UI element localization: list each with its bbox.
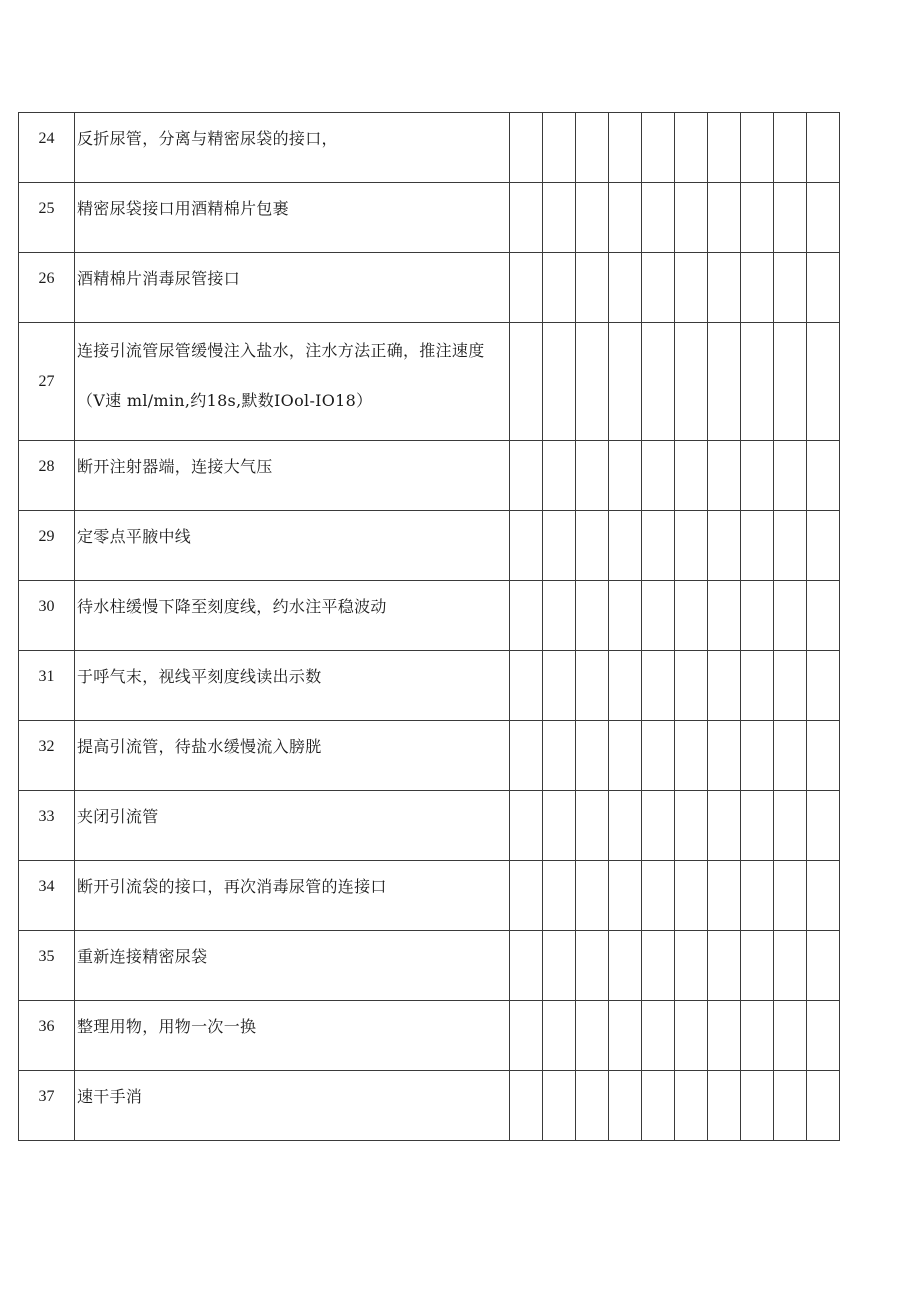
score-cell[interactable]: [609, 323, 642, 441]
score-cell[interactable]: [741, 861, 774, 931]
score-cell[interactable]: [774, 323, 807, 441]
score-cell[interactable]: [708, 1071, 741, 1141]
step-number: 28: [19, 441, 75, 511]
score-cell[interactable]: [807, 861, 840, 931]
score-cell[interactable]: [543, 441, 576, 511]
score-cell[interactable]: [510, 721, 543, 791]
score-cell[interactable]: [675, 511, 708, 581]
score-cell[interactable]: [576, 721, 609, 791]
step-number: 34: [19, 861, 75, 931]
table-row: [19, 931, 840, 1001]
score-cell[interactable]: [510, 441, 543, 511]
score-cell[interactable]: [576, 931, 609, 1001]
step-number: 31: [19, 651, 75, 721]
score-cell[interactable]: [807, 253, 840, 323]
score-cell[interactable]: [543, 253, 576, 323]
score-cell[interactable]: [708, 721, 741, 791]
score-cell[interactable]: [510, 323, 543, 441]
step-number: 30: [19, 581, 75, 651]
table-row: [19, 253, 840, 323]
score-cell[interactable]: [642, 721, 675, 791]
score-cell[interactable]: [741, 721, 774, 791]
score-cell[interactable]: [675, 1071, 708, 1141]
score-cell[interactable]: [609, 1071, 642, 1141]
score-cell[interactable]: [774, 441, 807, 511]
score-cell[interactable]: [642, 581, 675, 651]
step-description: 酒精棉片消毒尿管接口: [75, 253, 510, 323]
step-number: 37: [19, 1071, 75, 1141]
score-cell[interactable]: [576, 511, 609, 581]
score-cell[interactable]: [774, 253, 807, 323]
score-cell[interactable]: [642, 1071, 675, 1141]
score-cell[interactable]: [675, 113, 708, 183]
score-cell[interactable]: [774, 721, 807, 791]
score-cell[interactable]: [675, 441, 708, 511]
score-cell[interactable]: [708, 931, 741, 1001]
score-cell[interactable]: [576, 253, 609, 323]
score-cell[interactable]: [609, 441, 642, 511]
score-cell[interactable]: [576, 441, 609, 511]
score-cell[interactable]: [741, 651, 774, 721]
checklist-body: [19, 113, 840, 1141]
procedure-checklist-table: [18, 112, 840, 1141]
score-cell[interactable]: [774, 1071, 807, 1141]
table-row: [19, 441, 840, 511]
score-cell[interactable]: [807, 721, 840, 791]
score-cell[interactable]: [642, 1001, 675, 1071]
score-cell[interactable]: [741, 511, 774, 581]
score-cell[interactable]: [510, 651, 543, 721]
score-cell[interactable]: [774, 1001, 807, 1071]
score-cell[interactable]: [807, 1001, 840, 1071]
score-cell[interactable]: [642, 931, 675, 1001]
score-cell[interactable]: [708, 1001, 741, 1071]
step-description: 速干手消: [75, 1071, 510, 1141]
score-cell[interactable]: [576, 1001, 609, 1071]
score-cell[interactable]: [741, 183, 774, 253]
table-row: [19, 581, 840, 651]
score-cell[interactable]: [642, 183, 675, 253]
table-row: [19, 511, 840, 581]
score-cell[interactable]: [708, 581, 741, 651]
score-cell[interactable]: [543, 581, 576, 651]
score-cell[interactable]: [543, 1071, 576, 1141]
step-description: 精密尿袋接口用酒精棉片包裹: [75, 183, 510, 253]
score-cell[interactable]: [642, 651, 675, 721]
score-cell[interactable]: [675, 651, 708, 721]
score-cell[interactable]: [708, 253, 741, 323]
score-cell[interactable]: [510, 1001, 543, 1071]
score-cell[interactable]: [741, 791, 774, 861]
table-row: [19, 1001, 840, 1071]
score-cell[interactable]: [642, 253, 675, 323]
step-number: 27: [19, 323, 75, 441]
score-cell[interactable]: [510, 931, 543, 1001]
score-cell[interactable]: [807, 1071, 840, 1141]
step-description: 提高引流管，待盐水缓慢流入膀胱: [75, 721, 510, 791]
score-cell[interactable]: [510, 1071, 543, 1141]
table-row: [19, 861, 840, 931]
step-description: 断开引流袋的接口，再次消毒尿管的连接口: [75, 861, 510, 931]
score-cell[interactable]: [642, 323, 675, 441]
score-cell[interactable]: [774, 791, 807, 861]
score-cell[interactable]: [675, 721, 708, 791]
score-cell[interactable]: [741, 323, 774, 441]
step-description: 夹闭引流管: [75, 791, 510, 861]
score-cell[interactable]: [510, 113, 543, 183]
step-description: 整理用物，用物一次一换: [75, 1001, 510, 1071]
score-cell[interactable]: [510, 511, 543, 581]
score-cell[interactable]: [576, 323, 609, 441]
score-cell[interactable]: [675, 253, 708, 323]
score-cell[interactable]: [708, 791, 741, 861]
score-cell[interactable]: [675, 931, 708, 1001]
table-row: [19, 1071, 840, 1141]
score-cell[interactable]: [807, 791, 840, 861]
score-cell[interactable]: [675, 861, 708, 931]
score-cell[interactable]: [807, 581, 840, 651]
score-cell[interactable]: [807, 931, 840, 1001]
score-cell[interactable]: [708, 441, 741, 511]
step-description: 断开注射器端，连接大气压: [75, 441, 510, 511]
score-cell[interactable]: [543, 721, 576, 791]
score-cell[interactable]: [543, 791, 576, 861]
score-cell[interactable]: [807, 323, 840, 441]
score-cell[interactable]: [708, 323, 741, 441]
score-cell[interactable]: [774, 931, 807, 1001]
step-description: 定零点平腋中线: [75, 511, 510, 581]
step-number: 26: [19, 253, 75, 323]
step-number: 33: [19, 791, 75, 861]
score-cell[interactable]: [774, 183, 807, 253]
score-cell[interactable]: [510, 581, 543, 651]
score-cell[interactable]: [642, 791, 675, 861]
step-number: 35: [19, 931, 75, 1001]
score-cell[interactable]: [576, 1071, 609, 1141]
score-cell[interactable]: [543, 511, 576, 581]
step-number: 36: [19, 1001, 75, 1071]
step-description: 连接引流管尿管缓慢注入盐水，注水方法正确，推注速度（V速 ml/min,约18s,默数IOol-IO18）: [75, 323, 510, 441]
score-cell[interactable]: [642, 861, 675, 931]
score-cell[interactable]: [807, 183, 840, 253]
score-cell[interactable]: [576, 651, 609, 721]
score-cell[interactable]: [642, 511, 675, 581]
score-cell[interactable]: [609, 183, 642, 253]
score-cell[interactable]: [609, 581, 642, 651]
score-cell[interactable]: [543, 323, 576, 441]
step-description: 待水柱缓慢下降至刻度线，约水注平稳波动: [75, 581, 510, 651]
table-row: [19, 113, 840, 183]
step-description: 于呼气末，视线平刻度线读出示数: [75, 651, 510, 721]
score-cell[interactable]: [708, 511, 741, 581]
table-row: [19, 721, 840, 791]
score-cell[interactable]: [741, 1071, 774, 1141]
step-number: 29: [19, 511, 75, 581]
score-cell[interactable]: [576, 581, 609, 651]
score-cell[interactable]: [807, 651, 840, 721]
score-cell[interactable]: [576, 113, 609, 183]
score-cell[interactable]: [807, 441, 840, 511]
score-cell[interactable]: [609, 253, 642, 323]
score-cell[interactable]: [543, 651, 576, 721]
score-cell[interactable]: [609, 861, 642, 931]
score-cell[interactable]: [675, 323, 708, 441]
score-cell[interactable]: [609, 721, 642, 791]
table-row: [19, 791, 840, 861]
score-cell[interactable]: [807, 113, 840, 183]
score-cell[interactable]: [807, 511, 840, 581]
score-cell[interactable]: [774, 581, 807, 651]
score-cell[interactable]: [609, 931, 642, 1001]
score-cell[interactable]: [774, 113, 807, 183]
score-cell[interactable]: [741, 113, 774, 183]
score-cell[interactable]: [741, 581, 774, 651]
score-cell[interactable]: [774, 511, 807, 581]
table-row: [19, 651, 840, 721]
score-cell[interactable]: [774, 861, 807, 931]
step-number: 25: [19, 183, 75, 253]
score-cell[interactable]: [510, 791, 543, 861]
score-cell[interactable]: [609, 651, 642, 721]
score-cell[interactable]: [510, 861, 543, 931]
score-cell[interactable]: [609, 113, 642, 183]
table-row: [19, 323, 840, 441]
score-cell[interactable]: [609, 511, 642, 581]
score-cell[interactable]: [741, 1001, 774, 1071]
score-cell[interactable]: [774, 651, 807, 721]
score-cell[interactable]: [543, 1001, 576, 1071]
score-cell[interactable]: [642, 441, 675, 511]
score-cell[interactable]: [741, 253, 774, 323]
score-cell[interactable]: [543, 183, 576, 253]
score-cell[interactable]: [675, 183, 708, 253]
score-cell[interactable]: [741, 931, 774, 1001]
score-cell[interactable]: [576, 183, 609, 253]
score-cell[interactable]: [543, 931, 576, 1001]
score-cell[interactable]: [675, 581, 708, 651]
score-cell[interactable]: [708, 861, 741, 931]
score-cell[interactable]: [543, 113, 576, 183]
score-cell[interactable]: [642, 113, 675, 183]
score-cell[interactable]: [708, 113, 741, 183]
step-number: 24: [19, 113, 75, 183]
score-cell[interactable]: [675, 1001, 708, 1071]
score-cell[interactable]: [543, 861, 576, 931]
score-cell[interactable]: [510, 253, 543, 323]
score-cell[interactable]: [510, 183, 543, 253]
step-number: 32: [19, 721, 75, 791]
score-cell[interactable]: [609, 791, 642, 861]
table-row: [19, 183, 840, 253]
score-cell[interactable]: [708, 651, 741, 721]
step-description: 反折尿管，分离与精密尿袋的接口，: [75, 113, 510, 183]
score-cell[interactable]: [576, 861, 609, 931]
step-description: 重新连接精密尿袋: [75, 931, 510, 1001]
score-cell[interactable]: [675, 791, 708, 861]
score-cell[interactable]: [576, 791, 609, 861]
score-cell[interactable]: [741, 441, 774, 511]
score-cell[interactable]: [708, 183, 741, 253]
score-cell[interactable]: [609, 1001, 642, 1071]
